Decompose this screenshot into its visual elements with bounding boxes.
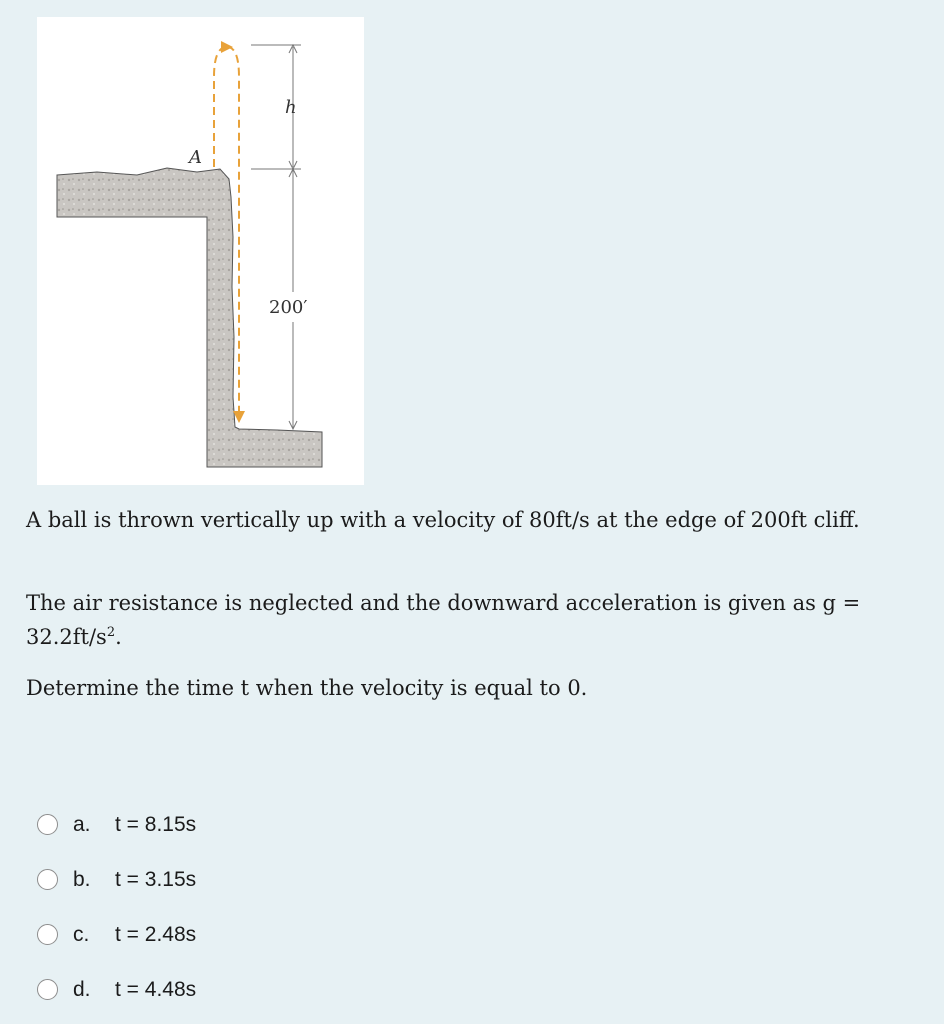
ball-path-up bbox=[214, 47, 227, 167]
option-b[interactable] bbox=[37, 852, 437, 907]
option-letter: a. bbox=[73, 812, 91, 836]
option-text: t = 4.48s bbox=[115, 977, 197, 1001]
question-line-2-end: . bbox=[115, 625, 122, 649]
option-letter: b. bbox=[73, 867, 91, 891]
option-text: t = 8.15s bbox=[115, 812, 197, 836]
answer-options bbox=[37, 797, 437, 1017]
option-letter: c. bbox=[73, 922, 90, 946]
radio-a[interactable] bbox=[37, 814, 58, 835]
question-line-2 bbox=[26, 586, 926, 654]
radio-d[interactable] bbox=[37, 979, 58, 1000]
option-text: t = 2.48s bbox=[115, 922, 197, 946]
option-a[interactable] bbox=[37, 797, 437, 852]
superscript-2: 2 bbox=[106, 625, 116, 640]
option-c[interactable] bbox=[37, 907, 437, 962]
point-a-label: A bbox=[189, 147, 202, 168]
cliff-diagram-svg bbox=[37, 17, 364, 485]
option-letter: d. bbox=[73, 977, 91, 1001]
height-h-label: h bbox=[285, 97, 297, 118]
option-d[interactable] bbox=[37, 962, 437, 1017]
question-line-1: A ball is thrown vertically up with a velocity of 80ft/s at the edge of 200ft cliff. bbox=[26, 508, 860, 532]
option-text: t = 3.15s bbox=[115, 867, 197, 891]
radio-b[interactable] bbox=[37, 869, 58, 890]
radio-c[interactable] bbox=[37, 924, 58, 945]
question-line-3: Determine the time t when the velocity is equal to 0. bbox=[26, 676, 588, 700]
cliff-height-label: 200′ bbox=[269, 297, 308, 318]
question-line-2-main: The air resistance is neglected and the downward acceleration is given as g = 32.2ft/s bbox=[26, 591, 861, 649]
cliff-diagram bbox=[37, 17, 364, 485]
